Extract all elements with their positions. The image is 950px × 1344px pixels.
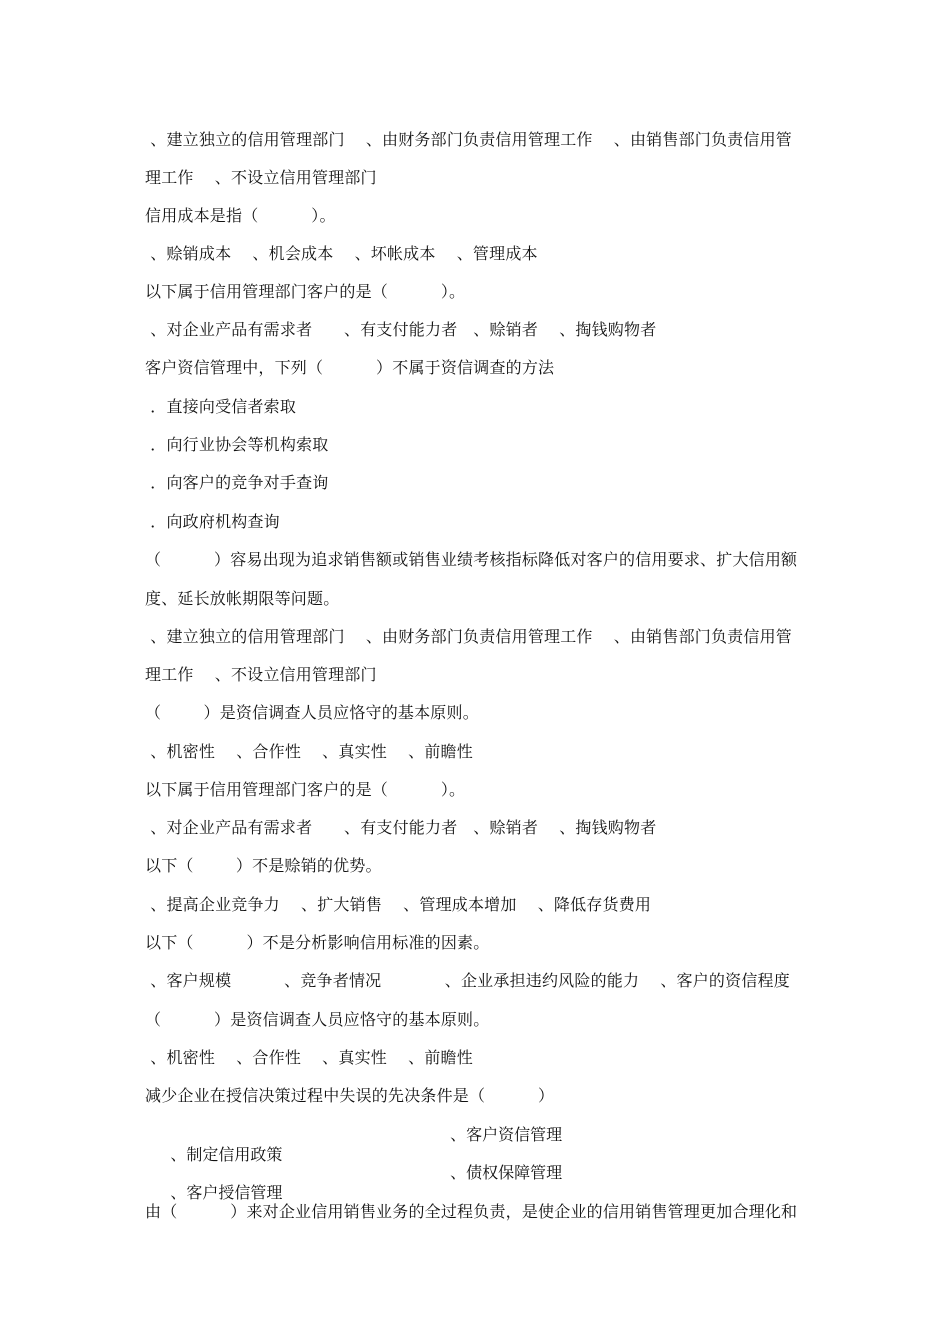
option-line: 、机密性 、合作性 、真实性 、前瞻性: [145, 1048, 473, 1067]
option-line: 、对企业产品有需求者 、有支付能力者 、赊销者 、掏钱购物者: [145, 818, 657, 837]
text-line: 理工作 、不设立信用管理部门: [145, 168, 377, 187]
question-text: 信用成本是指（ ）。: [145, 206, 336, 225]
question-text: 以下属于信用管理部门客户的是（ ）。: [145, 282, 466, 301]
option-line: 、提高企业竞争力 、扩大销售 、管理成本增加 、降低存货费用: [145, 895, 652, 914]
option-c: 、客户授信管理: [165, 1183, 283, 1202]
option-line: ．向客户的竞争对手查询: [145, 473, 329, 492]
question-text: 以下（ ）不是赊销的优势。: [145, 856, 382, 875]
question-text: 客户资信管理中，下列（ ）不属于资信调查的方法: [145, 358, 555, 377]
question-text: 以下属于信用管理部门客户的是（ ）。: [145, 780, 466, 799]
text-line: 、建立独立的信用管理部门 、由财务部门负责信用管理工作 、由销售部门负责信用管: [145, 130, 792, 149]
option-line: 、建立独立的信用管理部门 、由财务部门负责信用管理工作 、由销售部门负责信用管: [145, 627, 792, 646]
question-text: （ ）是资信调查人员应恪守的基本原则。: [145, 703, 479, 722]
option-line: ．向行业协会等机构索取: [145, 435, 329, 454]
question-text: 由（ ）来对企业信用销售业务的全过程负责，是使企业的信用销售管理更加合理化和: [145, 1202, 798, 1221]
option-line: 、客户规模 、竞争者情况 、企业承担违约风险的能力 、客户的资信程度: [145, 971, 790, 990]
option-line: ．直接向受信者索取: [145, 397, 297, 416]
option-a: 、制定信用政策: [165, 1145, 283, 1164]
question-text: 减少企业在授信决策过程中失误的先决条件是（ ）: [145, 1086, 555, 1105]
option-line: 、机密性 、合作性 、真实性 、前瞻性: [145, 742, 473, 761]
option-line: 、对企业产品有需求者 、有支付能力者 、赊销者 、掏钱购物者: [145, 320, 657, 339]
option-d: 、债权保障管理: [445, 1163, 563, 1182]
option-line: ．向政府机构查询: [145, 512, 280, 531]
question-text: （ ）容易出现为追求销售额或销售业绩考核指标降低对客户的信用要求、扩大信用额: [145, 550, 798, 569]
question-text: （ ）是资信调查人员应恪守的基本原则。: [145, 1010, 490, 1029]
question-text: 以下（ ）不是分析影响信用标准的因素。: [145, 933, 490, 952]
question-text: 度、延长放帐期限等问题。: [145, 589, 340, 608]
option-line: 、赊销成本 、机会成本 、坏帐成本 、管理成本: [145, 244, 538, 263]
option-b: 、客户资信管理: [445, 1125, 563, 1144]
option-line: 理工作 、不设立信用管理部门: [145, 665, 377, 684]
